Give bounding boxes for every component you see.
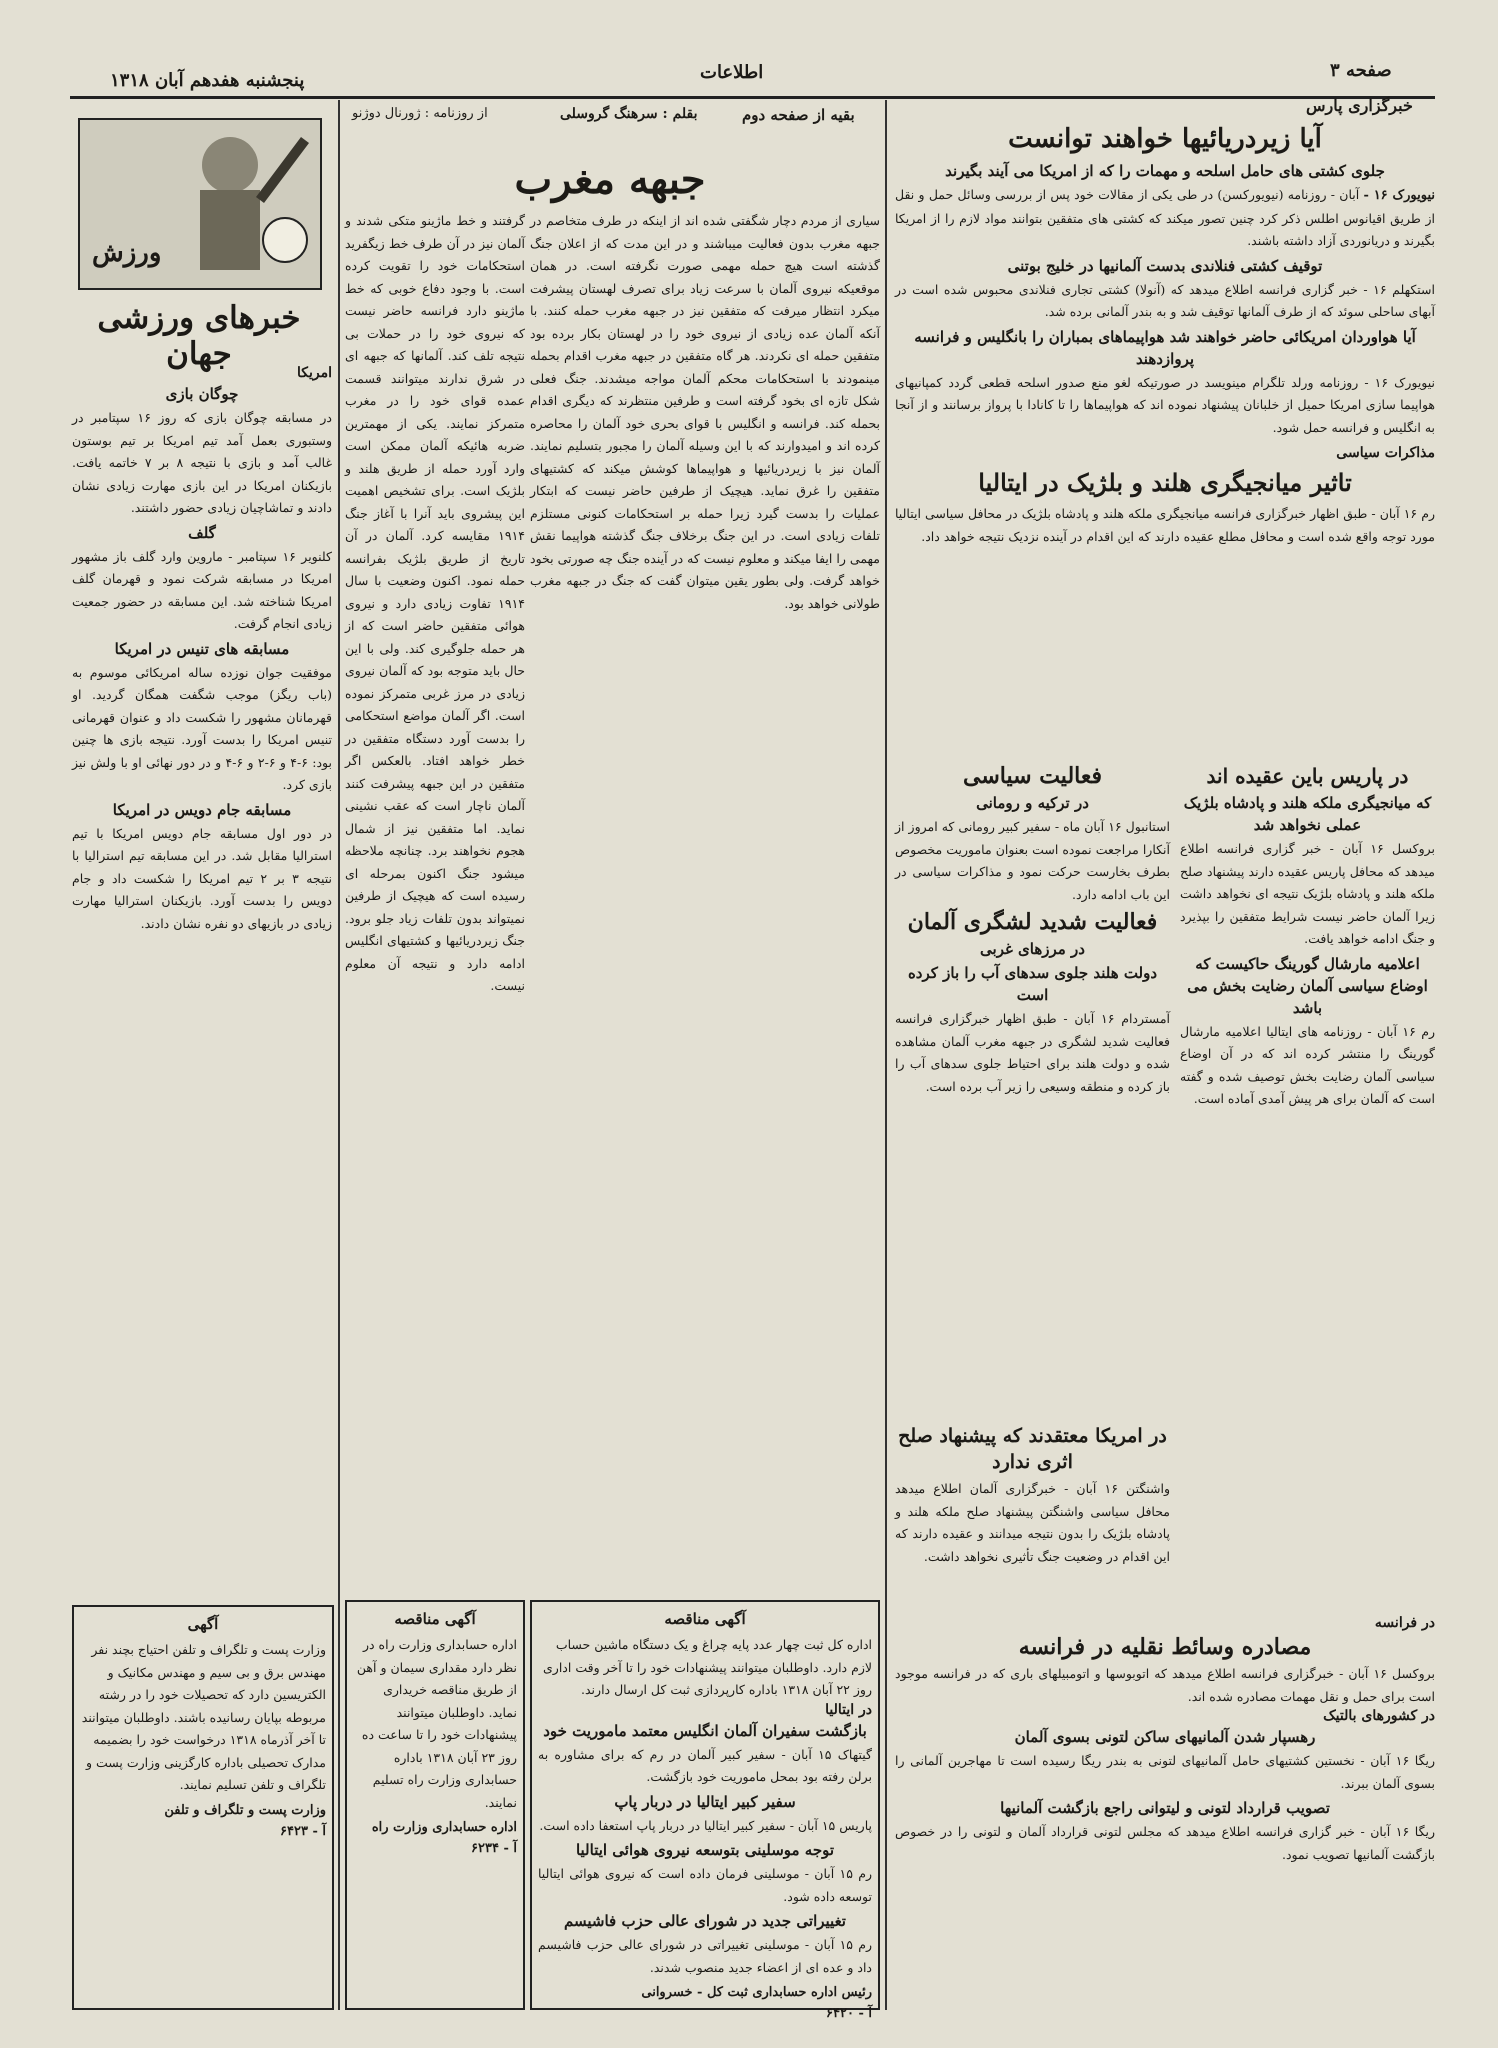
article-western-front: سیاری از مردم دچار شگفتی شده اند از اینکه در طرف متخاصم در جبهه مغرب بدون فعالیت میباشند و در این مدت که از اعلان جنگ گذشته است هیچ حمله مهمی صورت نگرفته است. در همان موقعیکه نیروی آلمان با سرعت زیاد برای تصرف لهستان پیشرفت میکرد انتظار میرفت که متفقین نیز در جبهه مغرب حمله کنند. با آنکه آلمان عده زیادی از نیروی خود را در لهستان بکار برده بود متفقین حمله ای نکردند. هر گاه متفقین در جبهه مغرب اقدام بحمله مینمودند با استحکامات محکم آلمان مواجه میشدند. جنگ فعلی شکل تازه ای بخود گرفته است و طرفین منتظرند که دیگری اقدام بحمله کند. فرانسه و انگلیس با قوای بحری خود آلمان را محاصره کرده اند و امیدوارند که با این وسیله آلمان را مجبور بتسلیم نمایند. آلمان نیز با زیردریائیها و هواپیماها کوشش میکند که کشتیهای متفقین را غرق نماید. هیچیک از طرفین حاضر نیست که ابتکار عملیات را بدست گیرد زیرا حمله بر استحکامات کنونی مستلزم تلفات زیادی است. در این جنگ برخلاف جنگ گذشته هواپیما نقش مهمی را ایفا میکند و معلوم نیست که در آینده جنگ چه صورتی بخود خواهد گرفت. ولی بطور یقین میتوان گفت که جنگ در جبهه مغرب طولانی خواهد بود. (530, 213, 880, 611)
section-france: در فرانسه (1374, 1615, 1435, 1631)
headline-american-pilots: آیا هواوردان امریکائی حاضر خواهند شد هواپیماهای بمباران را بانگلیس و فرانسه پروازدهند (914, 327, 1416, 368)
italy-section (538, 1702, 872, 1980)
column-right-bottom (895, 1430, 1435, 2010)
article-goering: رم ۱۶ آبان - روزنامه های ایتالیا اعلامیه مارشال گورینگ را منتشر کرده اند که در آن اوضاع سیاسی آلمان رضایت بخش توصیف شده و گفته است که آلمان برای هر پیش آمدی آماده است. (1180, 1023, 1436, 1106)
article-fascist-council: رم ۱۵ آبان - موسلینی تغییراتی در شورای عالی حزب فاشیسم داد و عده ای از اعضاء جدید منصوب شدند. (538, 1937, 873, 1975)
article-tennis: موفقیت جوان نوزده ساله امریکائی موسوم به (باب ریگز) موجب شگفت همگان گردید. او قهرمانان مشهور را شکست داد و عنوان قهرمانی تنیس امریکا را بدست آورد. نتیجه بازی ها چنین بود: ۶-۴ و ۶-۲ و ۶-۴ و در دور نهائی او با ولش نیز بازی کرد. (72, 664, 332, 792)
ad-road-ministry (345, 1600, 525, 2010)
article-political-activity: استانبول ۱۶ آبان ماه - سفیر کبیر رومانی که امروز از آنکارا مراجعت نموده است بعنوان ماموریت مخصوص بطرف بخارست حرکت نمود و مذاکرات سیاسی در این باب ادامه دارد. (895, 819, 1170, 902)
page-number: صفحه ۳ (1330, 60, 1392, 81)
ad-body: اداره حسابداری وزارت راه در نظر دارد مقداری سیمان و آهن از طریق مناقصه خریداری نماید. داوطلبان میتوانند پیشنهادات خود را تا ساعت ده روز ۲۳ آبان ۱۳۱۸ باداره حسابداری وزارت راه تسلیم نمایند. (356, 1637, 517, 1810)
column-paris-italy (1180, 760, 1435, 1420)
article-mediation: رم ۱۶ آبان - طبق اظهار خبرگزاری فرانسه میانجیگری ملکه هلند و پادشاه بلژیک در محافل سیاسی ایتالیا مورد توجه واقع شده است و محافل مطلع عقیده دارند که این اقدام در آینده نزدیک نتیجه خواهد داد. (895, 506, 1435, 544)
subhead-western-borders: در مرزهای غربی (980, 940, 1085, 958)
headline-goering: اعلامیه مارشال گورینگ حاکیست که اوضاع سیاسی آلمان رضایت بخش می باشد (1187, 954, 1428, 1017)
ad-signature: وزارت پست و تلگراف و تلفن (164, 1802, 326, 1818)
headline-german-military: فعالیت شدید لشگری آلمان (907, 909, 1158, 935)
article-german-military: آمستردام ۱۶ آبان - طبق اظهار خبرگزاری فرانسه فعالیت شدید لشگری در جبهه مغرب آلمان مشاهده شده و دولت هلند برای احتیاط جلوی سدهای آب را باز کرده و منطقه وسیعی را زیر آب برده است. (895, 1011, 1170, 1094)
article-ambassadors: گیتهاک ۱۵ آبان - سفیر کبیر آلمان در رم که برای مشاوره به برلن رفته بود بمحل ماموریت خود بازگشت. (538, 1746, 872, 1784)
headline-mediation: تاثیر میانجیگری هلند و بلژیک در ایتالیا (978, 468, 1352, 497)
source-tag: از روزنامه : ژورنال دوژنو (352, 106, 488, 121)
tag-pars: خبرگزاری پارس (1306, 96, 1413, 115)
sports-logo-text: ورزش (92, 238, 162, 268)
sports-title: خبرهای ورزشی جهان (97, 300, 301, 372)
headline-america-peace: در امریکا معتقدند که پیشنهاد صلح اثری ندارد (898, 1425, 1167, 1473)
headline-golf: گلف (188, 523, 216, 542)
article-submarines (895, 184, 1435, 253)
article-golf: کلنویر ۱۶ سپتامبر - ماروین وارد گلف باز مشهور امریکا در مسابقه شرکت نمود و قهرمان گلف امریکا شناخته شد. این مسابقه در حضور جمعیت زیادی انجام گرفت. (72, 548, 332, 631)
headline-latvia-germans: رهسپار شدن آلمانیهای ساکن لتونی بسوی آلمان (1014, 1728, 1316, 1746)
headline-paris-view: در پاریس باین عقیده اند (1206, 764, 1409, 788)
subhead-dutch-dams: دولت هلند جلوی سدهای آب را باز کرده است (907, 964, 1158, 1004)
ad-body: وزارت پست و تلگراف و تلفن احتیاج بچند نفر مهندس برق و بی سیم و مهندس مکانیک و الکتریسین دارد که تحصیلات خود را در رشته مربوطه بپایان رسانیده باشند. داوطلبان میتوانند تا آخر آذرماه ۱۳۱۸ درخواست خود را بضمیمه مدارک تحصیلی باداره کارگزینی وزارت پست و تلگراف و تلفن تسلیم نمایند. (81, 1642, 326, 1792)
ad-registry (530, 1600, 880, 2021)
paper-name: اطلاعات (700, 62, 764, 83)
ad-signature: رئیس اداره حسابداری ثبت کل - خسروانی (641, 1985, 872, 2000)
headline-fascist-council: تغییراتی جدید در شورای عالی حزب فاشیسم (564, 1912, 846, 1930)
ad-code: آ - ۶۴۲۰ (826, 2006, 872, 2021)
section-baltic: در کشورهای بالتیک (1323, 1708, 1435, 1724)
headline-france-vehicles: مصادره وسائط نقلیه در فرانسه (1018, 1634, 1312, 1660)
ad-title: آگهی (187, 1615, 219, 1633)
ad-signature: اداره حسابداری وزارت راه (371, 1820, 517, 1835)
ad-title: آگهی مناقصه (664, 1610, 746, 1628)
headline-western-front: جبهه مغرب (514, 156, 706, 203)
article-america-peace: واشنگتن ۱۶ آبان - خبرگزاری آلمان اطلاع میدهد محافل سیاسی واشنگتن پیشنهاد صلح ملکه هلند و پادشاه بلژیک را بدون نتیجه میدانند و عقیده دارند که این اقدام در وضعیت جنگ تأثیری نخواهد داشت. (895, 1481, 1170, 1564)
article-vatican: پاریس ۱۵ آبان - سفیر کبیر ایتالیا در دربار پاپ استعفا داده است. (539, 1817, 872, 1833)
headline-political-activity: فعالیت سیاسی (963, 763, 1102, 789)
article-polo: در مسابقه چوگان بازی که روز ۱۶ سپتامبر در وستبوری بعمل آمد تیم امریکا بر تیم بوستون غالب آمد و بازی با نتیجه ۸ بر ۷ خاتمه یافت. بازیکنان امریکا در این بازی مهارت زیادی نشان دادند و تماشاچیان زیادی حضور داشتند. (72, 410, 332, 515)
headline-davis-cup: مسابقه جام دویس در امریکا (112, 800, 292, 819)
section-political: مذاکرات سیاسی (1336, 445, 1435, 461)
section-italy: در ایتالیا (825, 1701, 872, 1718)
column-divider-1 (338, 100, 340, 2010)
article-davis-cup: در دور اول مسابقه جام دویس امریکا با تیم استرالیا مقابل شد. در این مسابقه تیم استرالیا با نتیجه ۳ بر ۲ تیم امریکا را شکست داد و جام دویس را بدست آورد. بازیکنان استرالیا مهارت زیادی در بازیهای دو نفره نشان دادند. (72, 825, 332, 931)
ad-title: آگهی مناقصه (394, 1610, 476, 1628)
column-sports (72, 365, 332, 1380)
article-air-force: رم ۱۵ آبان - موسلینی فرمان داده است که نیروی هوائی ایتالیا توسعه داده شود. (538, 1866, 873, 1904)
headline-submarines: آیا زیردریائیها خواهند توانست (1008, 124, 1322, 154)
article-paris-view: بروکسل ۱۶ آبان - خبر گزاری فرانسه اطلاع میدهد که محافل پاریس عقیده دارند پیشنهاد صلح ملکه هلند و پادشاه بلژیک نتیجه ای نخواهد داشت زیرا آلمان حاضر نیست شرایط متفقین را بپذیرد و جنگ ادامه خواهد یافت. (1180, 841, 1435, 946)
column-front (514, 150, 880, 1230)
header-rule (70, 96, 1435, 99)
article-front-continued: گرفتند و خط ماژینو متکی شدند و آلمان نیز در آن طرف خط زیگفرید استحکامات خود را تقویت کرده است. با وجود دفاع خوبی که خط ماژینو دارد فرانسه حاضر نیست که نیروی خود را در حملات بی نتیجه تلف کند. آلمانها که جبهه ای در شرق ندارند میتوانند قسمت عمده قوای خود را در مغرب متمرکز نمایند. یکی از مهمترین ضربه هائیکه آلمان ممکن است وارد آورد حمله از طریق هلند و بلژیک است. برای تشخیص اهمیت این پیشروی باید آنرا با آغاز جنگ ۱۹۱۴ مقایسه کرد. آلمان در آن تاریخ از طریق بلژیک بفرانسه حمله نمود. اکنون وضعیت با سال ۱۹۱۴ تفاوت زیادی دارد و نیروی هوائی متفقین حاضر است که از هر حمله جلوگیری کند. ولی با این حال باید متوجه بود که آلمان نیروی زیادی در مرز غربی متمرکز نموده است. اگر آلمان مواضع استحکامی را بدست آورد دستگاه متفقین در خطر خواهد افتاد. بالعکس اگر متفقین در این جبهه پیشرفت کنند آلمان ناچار است که عقب نشینی نماید. اما متفقین نیز از شمال هجوم نخواهند برد. چنانچه ملاحظه میشود جنگ اکنون بمرحله ای رسیده است که هیچیک از طرفین نمیتواند بدون تلفات زیاد جلو برود. جنگ زیردریائیها و کشتیهای انگلیس ادامه دارد و نتیجه آن معلوم نیست. (345, 213, 525, 993)
subhead-turkey-romania: در ترکیه و رومانی (976, 794, 1089, 812)
ad-body: اداره کل ثبت چهار عدد پایه چراغ و یک دستگاه ماشین حساب لازم دارد. داوطلبان میتوانند پیشنهادات خود را تا آخر وقت اداری روز ۲۲ آبان ۱۳۱۸ باداره کارپردازی ثبت کل ارسال دارند. (543, 1637, 872, 1697)
byline: بقلم : سرهنگ گروسلی (560, 106, 698, 122)
article-finnish-ship: استکهلم ۱۶ - خبر گزاری فرانسه اطلاع میدهد که (آنولا) کشتی تجاری فنلاندی محبوس شده است در آبهای ساحلی سوئد که از طرف آلمانها توقیف شد و به بندر آلمانی برده شد. (895, 281, 1435, 319)
article-latvia-treaty: ریگا ۱۶ آبان - خبر گزاری فرانسه اطلاع میدهد که مجلس لتونی قرارداد آلمان و لتونی را در خصوص بازگشت آلمانیها تصویب نمود. (895, 1824, 1436, 1862)
ad-code: آ - ۶۲۳۴ (471, 1841, 517, 1856)
headline-latvia-treaty: تصویب قرارداد لتونی و لیتوانی راجع بازگشت آلمانیها (1000, 1799, 1330, 1817)
column-front-continued (345, 210, 525, 1600)
article-france-vehicles: بروکسل ۱۶ آبان - خبرگزاری فرانسه اطلاع میدهد که اتوبوسها و اتومبیلهای باری که در فرانسه موجود است برای حمل و نقل مهمات مصادره شده اند. (895, 1666, 1435, 1704)
ad-code: آ - ۶۴۲۳ (280, 1823, 326, 1839)
column-right-lower-right (895, 760, 1170, 1410)
dateline: نیویورک ۱۶ - (1363, 188, 1435, 203)
headline-ambassadors: بازگشت سفیران آلمان انگلیس معتمد ماموریت خود (543, 1721, 867, 1740)
article-latvia-germans: ریگا ۱۶ آبان - نخستین کشتیهای حامل آلمانیهای لتونی به بندر ریگا رسیده است تا مهاجرین آلمانی را بسوی آلمان ببرند. (895, 1753, 1435, 1791)
headline-tennis: مسابقه های تنیس در امریکا (114, 639, 290, 658)
article-body: آبان - روزنامه (نیویورکسن) در طی یکی از مقالات خود پس از بررسی وسائل حمل و نقل از طریق اقیانوس اطلس ذکر کرد چنین تصور میکند که کشتی های متفقین بتوانند مواد لازم را از امریکا بگیرند و دریانوردی آزاد داشته باشند. (895, 187, 1435, 248)
subhead-submarines: جلوی کشتی های حامل اسلحه و مهمات را که از امریکا می آیند بگیرند (945, 162, 1385, 180)
headline-finnish-ship: توقیف کشتی فنلاندی بدست آلمانیها در خلیج بوتنی (1007, 256, 1323, 275)
headline-air-force: توجه موسلینی بتوسعه نیروی هوائی ایتالیا (575, 1841, 835, 1859)
headline-polo: چوگان بازی (165, 385, 239, 403)
tag-continued: بقیه از صفحه دوم (742, 106, 855, 124)
article-american-pilots: نیویورک ۱۶ - روزنامه ورلد تلگرام مینویسد در صورتیکه لغو منع صدور اسلحه قطعی گردد کمپانیهای هواپیما سازی امریکا حمیل از خلبانان پیشنهاد نموده اند که هواپیماها را تا کانادا با پرواز برسانند و از آنجا به انگلیس و فرانسه حمل شود. (895, 374, 1436, 435)
section-america: امریکا (296, 365, 332, 381)
column-divider-3 (885, 100, 887, 2010)
subhead-paris-view: که میانجیگری ملکه هلند و پادشاه بلژیک عملی نخواهد شد (1183, 794, 1432, 834)
issue-date: پنجشنبه هفدهم آبان ۱۳۱۸ (110, 70, 305, 91)
sports-logo (78, 118, 322, 290)
ad-post-ministry (72, 1605, 334, 2010)
headline-vatican: سفیر کبیر ایتالیا در دربار پاپ (614, 1792, 796, 1811)
